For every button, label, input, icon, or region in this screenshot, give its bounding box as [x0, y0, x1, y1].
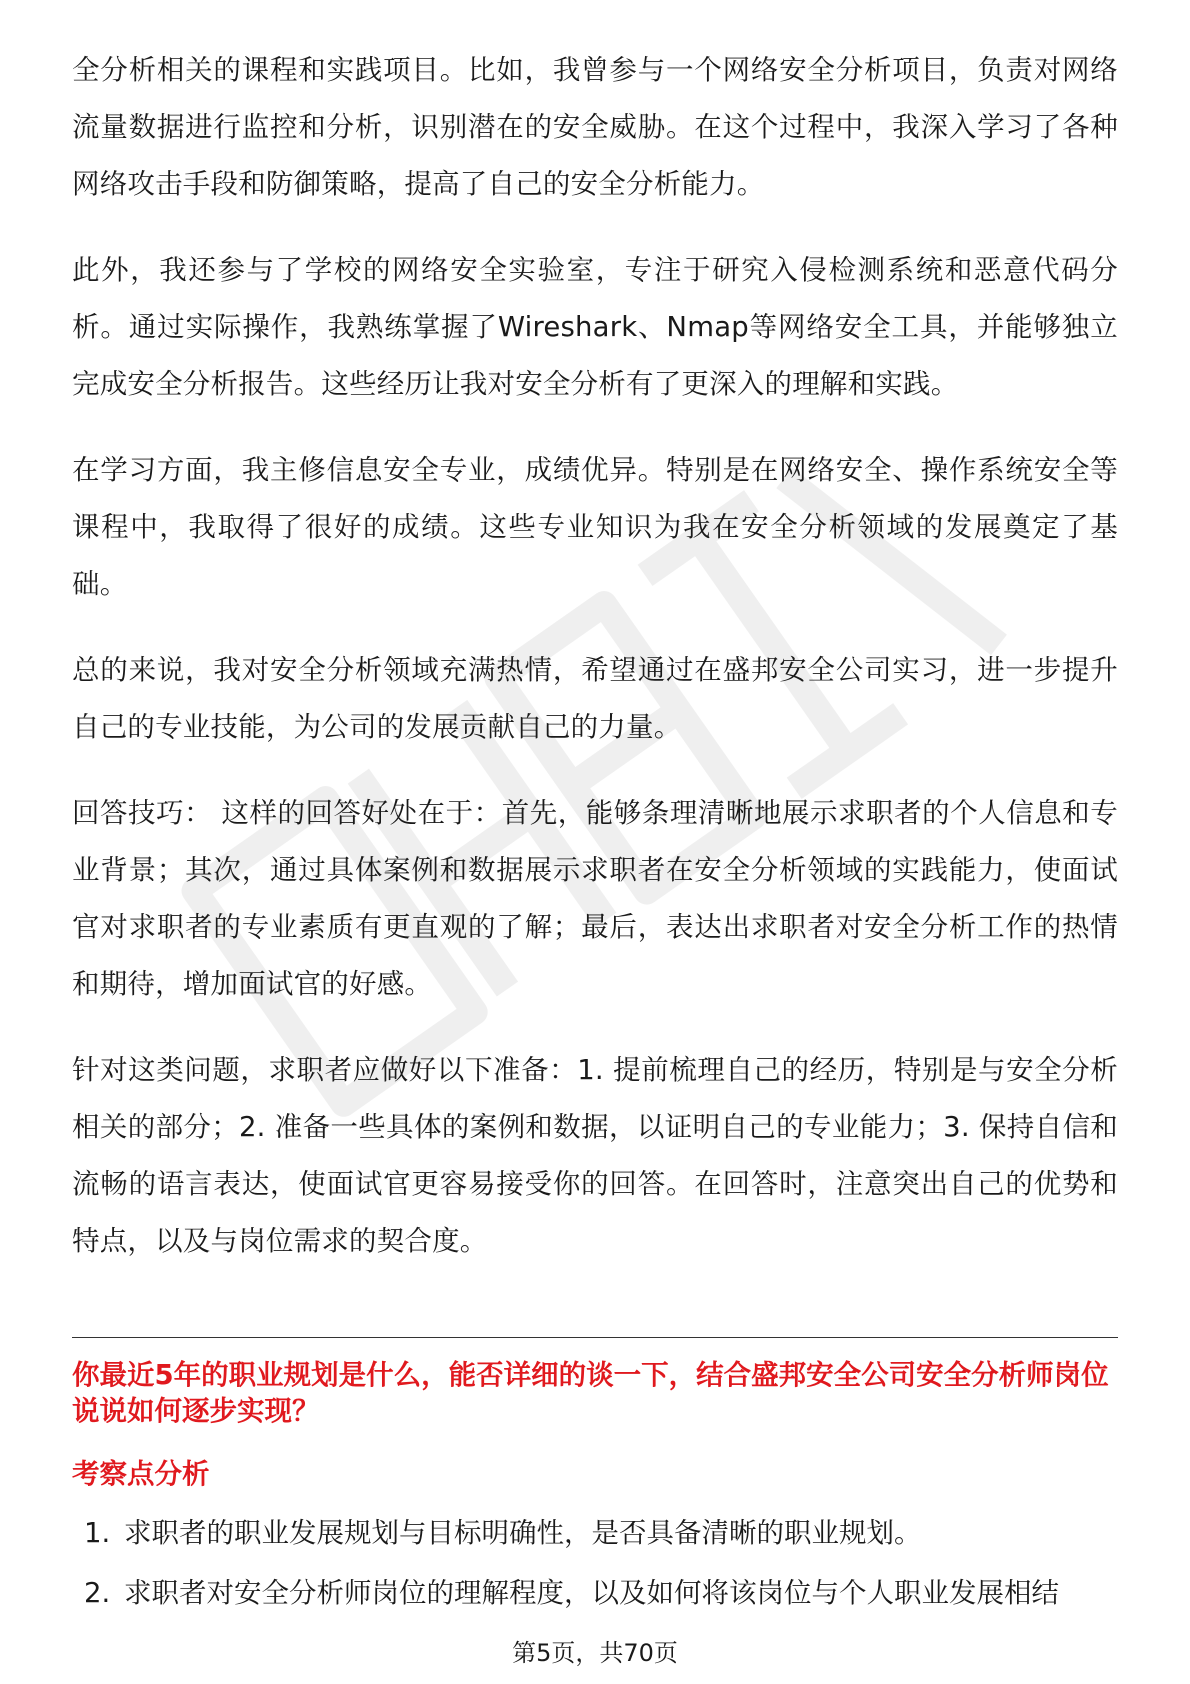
- list-item-text: 求职者的职业发展规划与目标明确性，是否具备清晰的职业规划。: [124, 1517, 922, 1549]
- paragraph-tips: 回答技巧： 这样的回答好处在于：首先，能够条理清晰地展示求职者的个人信息和专业背景；其次，通过具体案例和数据展示求职者在安全分析领域的实践能力，使面试官对求职者的专业素质有更直观的了解；最后，表达出求职者对安全分析工作的热情和期待，增加面试官的好感。: [72, 797, 1118, 1000]
- section-heading: 考察点分析: [72, 1458, 210, 1490]
- list-item-number: 2.: [84, 1577, 111, 1609]
- paragraph-study: 在学习方面，我主修信息安全专业，成绩优异。特别是在网络安全、操作系统安全等课程中，我取得了很好的成绩。这些专业知识为我在安全分析领域的发展奠定了基础。: [72, 454, 1118, 600]
- list-item: [84, 1515, 1124, 1551]
- paragraph-lab: 此外，我还参与了学校的网络安全实验室，专注于研究入侵检测系统和恶意代码分析。通过实际操作，我熟练掌握了Wireshark、Nmap等网络安全工具，并能够独立完成安全分析报告。这些经历让我对安全分析有了更深入的理解和实践。: [72, 254, 1118, 400]
- section-divider: [72, 1337, 1118, 1338]
- interview-question: 你最近5年的职业规划是什么，能否详细的谈一下，结合盛邦安全公司安全分析师岗位说说如何逐步实现？: [72, 1359, 1109, 1427]
- list-item-text: 求职者对安全分析师岗位的理解程度，以及如何将该岗位与个人职业发展相结: [124, 1577, 1059, 1609]
- analysis-list: [84, 1515, 1124, 1635]
- paragraph-summary: 总的来说，我对安全分析领域充满热情，希望通过在盛邦安全公司实习，进一步提升自己的专业技能，为公司的发展贡献自己的力量。: [72, 654, 1118, 743]
- main-content: [72, 42, 1118, 1299]
- paragraph-preparation: 针对这类问题，求职者应做好以下准备：1. 提前梳理自己的经历，特别是与安全分析相关的部分；2. 准备一些具体的案例和数据，以证明自己的专业能力；3. 保持自信和流畅的语言表达，使面试官更容易接受你的回答。在回答时，注意突出自己的优势和特点，以及与岗位需求的契合度。: [72, 1054, 1118, 1257]
- list-item: [84, 1575, 1124, 1611]
- list-item-number: 1.: [84, 1517, 111, 1549]
- page-footer: 第5页，共70页: [512, 1639, 678, 1667]
- paragraph-experience: 全分析相关的课程和实践项目。比如，我曾参与一个网络安全分析项目，负责对网络流量数据进行监控和分析，识别潜在的安全威胁。在这个过程中，我深入学习了各种网络攻击手段和防御策略，提高了自己的安全分析能力。: [72, 54, 1118, 200]
